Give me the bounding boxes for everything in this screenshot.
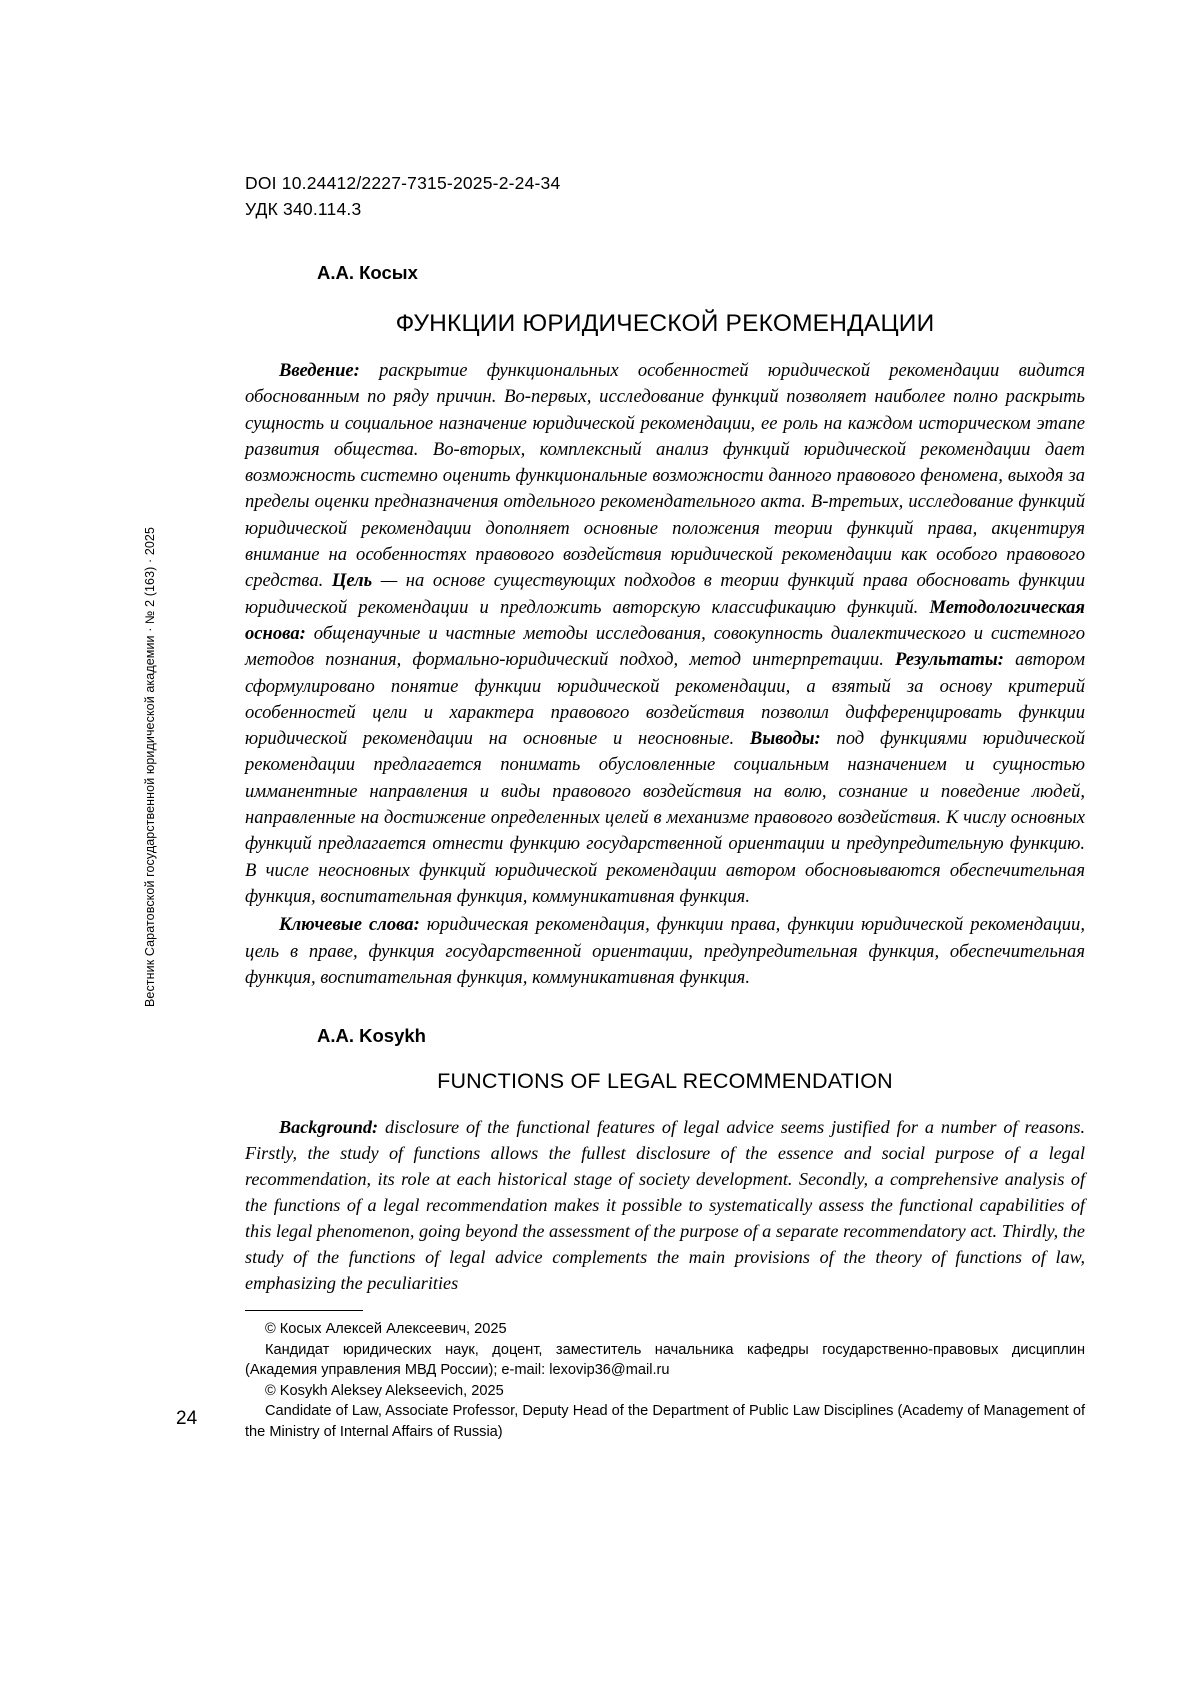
footnote-divider: [245, 1310, 363, 1311]
udk-line: УДК 340.114.3: [245, 199, 362, 219]
abstract-label-methodology: Методологическая основа:: [245, 596, 1085, 644]
footnote-affiliation-ru: Кандидат юридических наук, доцент, заместитель начальника кафедры государственно-правовых дисциплин (Академия управления МВД России); e-mail: lexovip36@mail.ru: [245, 1341, 1085, 1378]
article-title-ru: ФУНКЦИИ ЮРИДИЧЕСКОЙ РЕКОМЕНДАЦИИ: [395, 310, 935, 337]
abstract-en: [245, 1114, 1085, 1296]
footnote-copyright-en: © Kosykh Aleksey Alekseevich, 2025: [265, 1382, 504, 1399]
abstract-label-background: Background:: [279, 1117, 379, 1138]
abstract-text-goal: — на основе существующих подходов в теории функций права обосновать функции юридической рекомендации и предложить авторскую классификацию функций.: [245, 570, 1085, 618]
abstract-ru: [245, 358, 1085, 910]
abstract-text-background: disclosure of the functional features of legal advice seems justified for a number of reasons. Firstly, the study of functions allows the fullest disclosure of the essence and social purpose of a legal recommendation, its role at each historical stage of society development. Secondly, a comprehensive analysis of the functions of a legal recommendation makes it possible to systematically assess the functional capabilities of this legal phenomenon, going beyond the assessment of the purpose of a separate recommendatory act. Thirdly, the study of the functions of legal advice complements the main provisions of the theory of functions of law, emphasizing the peculiarities: [245, 1117, 1085, 1294]
abstract-label-results: Результаты:: [895, 649, 1004, 671]
article-content: [245, 170, 1085, 1296]
abstract-text-methodology: общенаучные и частные методы исследования, совокупность диалектического и системного методов познания, формально-юридический подход, метод интерпретации.: [245, 622, 1085, 671]
abstract-label-goal: Цель: [331, 570, 373, 592]
abstract-text-conclusions: под функциями юридической рекомендации предлагается понимать обусловленные социальным назначением и сущностью имманентные направления и виды правового воздействия на волю, сознание и поведение людей, направленные на достижение определенных целей в механизме правового воздействия. К числу основных функций предлагается отнести функцию государственной ориентации и предупредительную функцию. В числе неосновных функций юридической рекомендации автором обосновываются обеспечительная функция, воспитательная функция, коммуникативная функция.: [245, 728, 1085, 907]
keywords-text-ru: юридическая рекомендация, функции права, функции юридической рекомендации, цель в праве, функция государственной ориентации, предупредительная функция, обеспечительная функция, воспитательная функция, коммуникативная функция.: [245, 914, 1085, 988]
abstract-text-results: автором сформулировано понятие функции юридической рекомендации, а взятый за основу критерий особенностей цели и характера правового воздействия позволил дифференцировать функции юридической рекомендации на основные и неосновные.: [245, 649, 1085, 750]
running-head: Вестник Саратовской государственной юридической академии · № 2 (163) · 2025: [143, 526, 157, 1008]
article-title-en: FUNCTIONS OF LEGAL RECOMMENDATION: [437, 1069, 893, 1094]
footnote-block: [245, 1310, 1085, 1442]
footnote-affiliation-en: Candidate of Law, Associate Professor, Deputy Head of the Department of Public Law Disciplines (Academy of Management of the Ministry of Internal Affairs of Russia): [245, 1403, 1085, 1440]
page-number: 24: [176, 1408, 198, 1429]
abstract-label-conclusions: Выводы:: [749, 728, 821, 750]
footnote-copyright-ru: © Косых Алексей Алексеевич, 2025: [265, 1321, 507, 1337]
author-name-en: A.A. Kosykh: [317, 1025, 426, 1047]
abstract-text-introduction: раскрытие функциональных особенностей юридической рекомендации видится обоснованным по ряду причин. Во-первых, исследование функций позволяет наиболее полно раскрыть сущность и социальное назначение юридической рекомендации, ее роль на каждом историческом этапе развития общества. Во-вторых, комплексный анализ функций юридической рекомендации дает возможность системно оценить функциональные возможности данного правового феномена, выходя за пределы оценки предназначения отдельного рекомендательного акта. В-третьих, исследование функций юридической рекомендации дополняет основные положения теории функций права, акцентируя внимание на особенностях правового воздействия юридической рекомендации как особого правового средства.: [245, 360, 1085, 592]
keywords-label-ru: Ключевые слова:: [279, 914, 420, 936]
doi-line: DOI 10.24412/2227-7315-2025-2-24-34: [245, 173, 561, 193]
abstract-label-introduction: Введение:: [279, 360, 360, 381]
author-name-ru: А.А. Косых: [317, 262, 418, 283]
keywords-ru: [245, 912, 1085, 991]
